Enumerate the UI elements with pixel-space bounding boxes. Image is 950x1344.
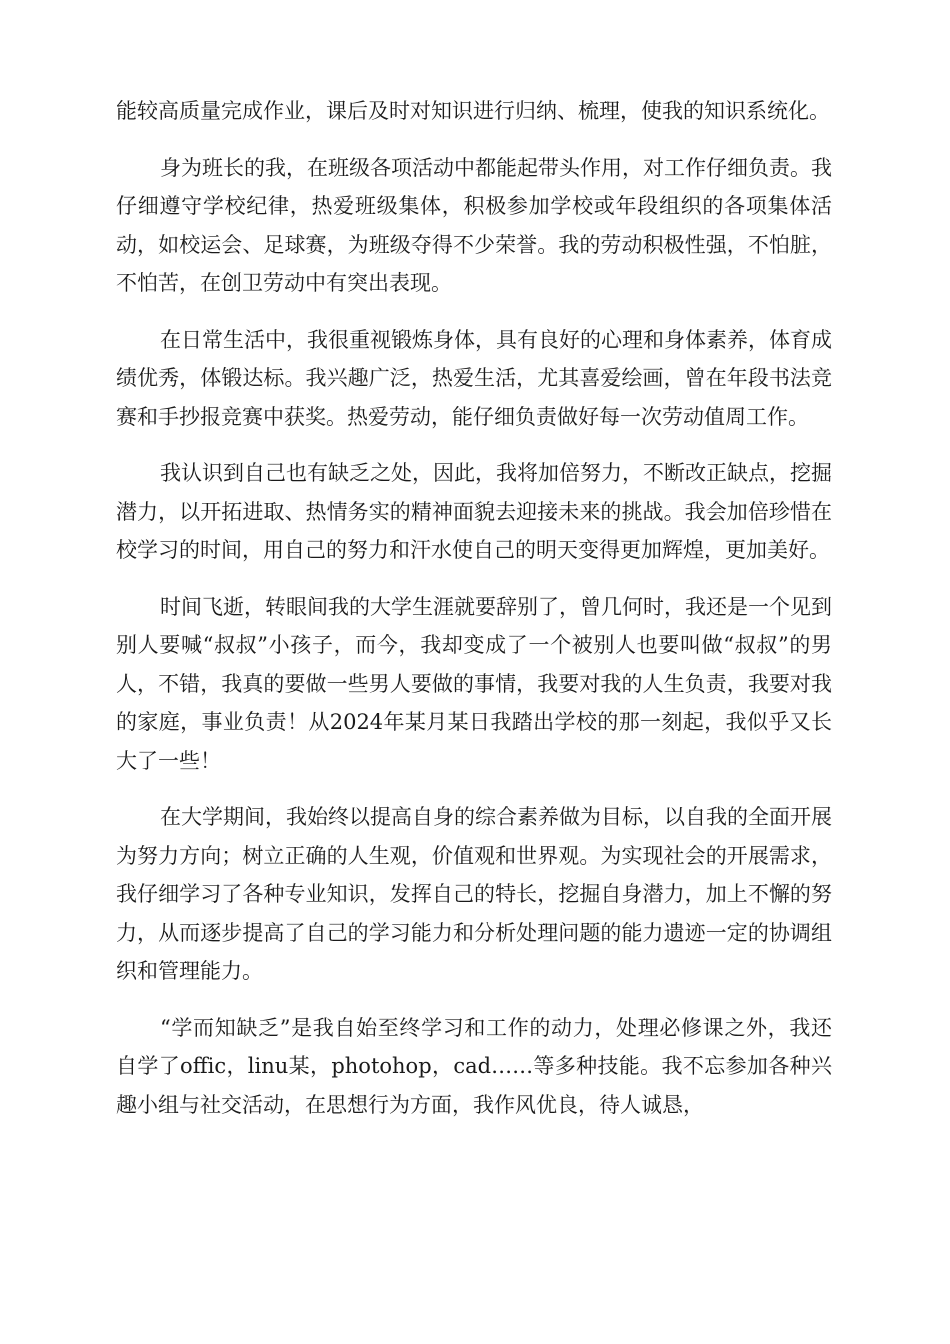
document-body xyxy=(116,92,832,1142)
paragraph-7: “学而知缺乏”是我自始至终学习和工作的动力，处理必修课之外，我还自学了offic，linu某，photohop，cad……等多种技能。我不忘参加各种兴趣小组与社交活动，在思想行为方面，我作风优良，待人诚恳， xyxy=(116,1015,832,1117)
paragraph-2: 身为班长的我，在班级各项活动中都能起带头作用，对工作仔细负责。我仔细遵守学校纪律，热爱班级集体，积极参加学校或年段组织的各项集体活动，如校运会、足球赛，为班级夺得不少荣誉。我的劳动积极性强，不怕脏，不怕苦，在创卫劳动中有突出表现。 xyxy=(116,155,832,295)
paragraph-5: 时间飞逝，转眼间我的大学生涯就要辞别了，曾几何时，我还是一个见到别人要喊“叔叔”小孩子，而今，我却变成了一个被别人也要叫做“叔叔”的男人，不错，我真的要做一些男人要做的事情，我要对我的人生负责，我要对我的家庭，事业负责！从2024年某月某日我踏出学校的那一刻起，我似乎又长大了一些！ xyxy=(116,594,832,773)
paragraph-6: 在大学期间，我始终以提高自身的综合素养做为目标，以自我的全面开展为努力方向；树立正确的人生观，价值观和世界观。为实现社会的开展需求，我仔细学习了各种专业知识，发挥自己的特长，挖掘自身潜力，加上不懈的努力，从而逐步提高了自己的学习能力和分析处理问题的能力遗迹一定的协调组织和管理能力。 xyxy=(116,805,832,983)
paragraph-1: 能较高质量完成作业，课后及时对知识进行归纳、梳理，使我的知识系统化。 xyxy=(116,99,830,123)
paragraph-4: 我认识到自己也有缺乏之处，因此，我将加倍努力，不断改正缺点，挖掘潜力，以开拓进取、热情务实的精神面貌去迎接未来的挑战。我会加倍珍惜在校学习的时间，用自己的努力和汗水使自己的明天变得更加辉煌，更加美好。 xyxy=(116,461,832,562)
paragraph-3: 在日常生活中，我很重视锻炼身体，具有良好的心理和身体素养，体育成绩优秀，体锻达标。我兴趣广泛，热爱生活，尤其喜爱绘画，曾在年段书法竞赛和手抄报竞赛中获奖。热爱劳动，能仔细负责做好每一次劳动值周工作。 xyxy=(116,327,832,429)
